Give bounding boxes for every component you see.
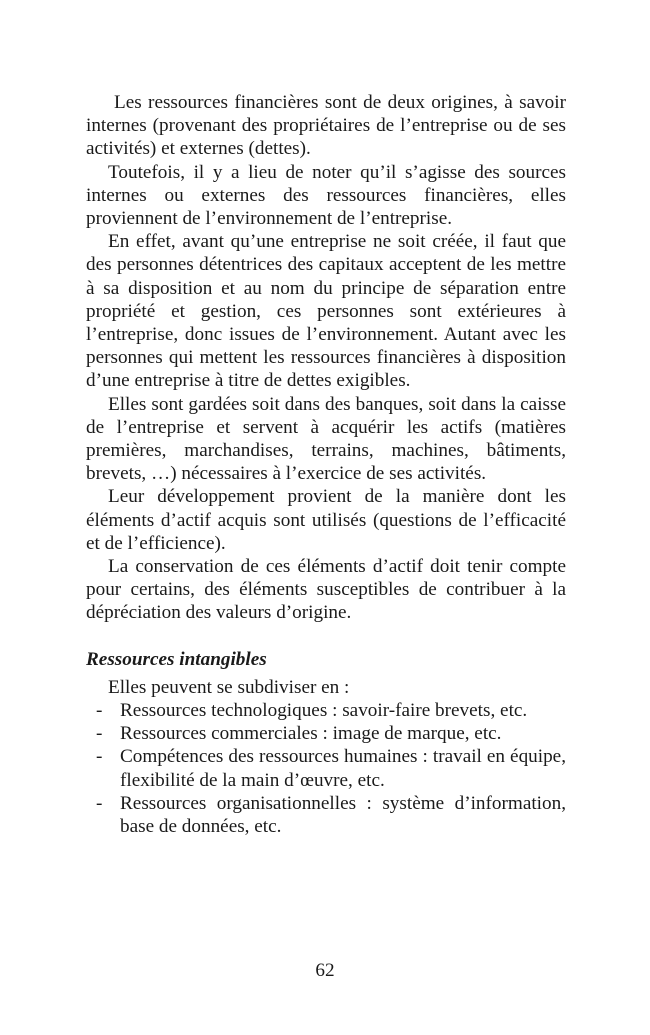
list-item <box>86 722 566 745</box>
paragraph-3: En effet, avant qu’une entreprise ne soit créée, il faut que des personnes détentrices des capitaux acceptent de les mettre à sa disposition et au nom du principe de séparation entre propriété et gestion, ces personnes sont extérieures à l’entreprise, donc issues de l’environnement. Autant avec les personnes qui mettent les ressources financières à disposition d’une entreprise à titre de dettes exigibles. <box>86 231 566 392</box>
resource-list <box>86 699 566 838</box>
list-item <box>86 699 566 722</box>
list-item-text: Compétences des ressources humaines : travail en équipe, flexibilité de la main d’œuvre, etc. <box>120 746 566 791</box>
paragraph-6: La conservation de ces éléments d’actif doit tenir compte pour certains, des éléments susceptibles de contribuer à la dépréciation des valeurs d’origine. <box>86 556 566 624</box>
list-item-text: Ressources technologiques : savoir-faire brevets, etc. <box>120 700 528 722</box>
dash-bullet: - <box>96 723 103 745</box>
list-item <box>86 745 566 791</box>
list-item-text: Ressources commerciales : image de marque, etc. <box>120 723 502 745</box>
list-item-text: Ressources organisationnelles : système d’information, base de données, etc. <box>120 792 566 838</box>
section-intro: Elles peuvent se subdiviser en : <box>108 676 350 698</box>
paragraph-4: Elles sont gardées soit dans des banques, soit dans la caisse de l’entreprise et servent à acquérir les actifs (matières premières, marchandises, terrains, machines, bâtiments, brevets, …) nécessaires à l’exercice de ses activités. <box>86 393 566 485</box>
paragraph-5: Leur développement provient de la manière dont les éléments d’actif acquis sont utilisés (questions de l’efficacité et de l’efficience). <box>86 486 566 554</box>
dash-bullet: - <box>96 792 103 814</box>
dash-bullet: - <box>96 746 103 768</box>
page-body <box>86 91 566 838</box>
dash-bullet: - <box>96 700 103 722</box>
section-heading: Ressources intangibles <box>86 648 267 670</box>
list-item <box>86 792 566 838</box>
paragraph-1: Les ressources financières sont de deux origines, à savoir internes (provenant des propriétaires de l’entreprise ou de ses activités) et externes (dettes). <box>86 92 566 160</box>
paragraph-2: Toutefois, il y a lieu de noter qu’il s’agisse des sources internes ou externes des ressources financières, elles proviennent de l’environnement de l’entreprise. <box>86 161 566 230</box>
page-number: 62 <box>315 960 335 981</box>
